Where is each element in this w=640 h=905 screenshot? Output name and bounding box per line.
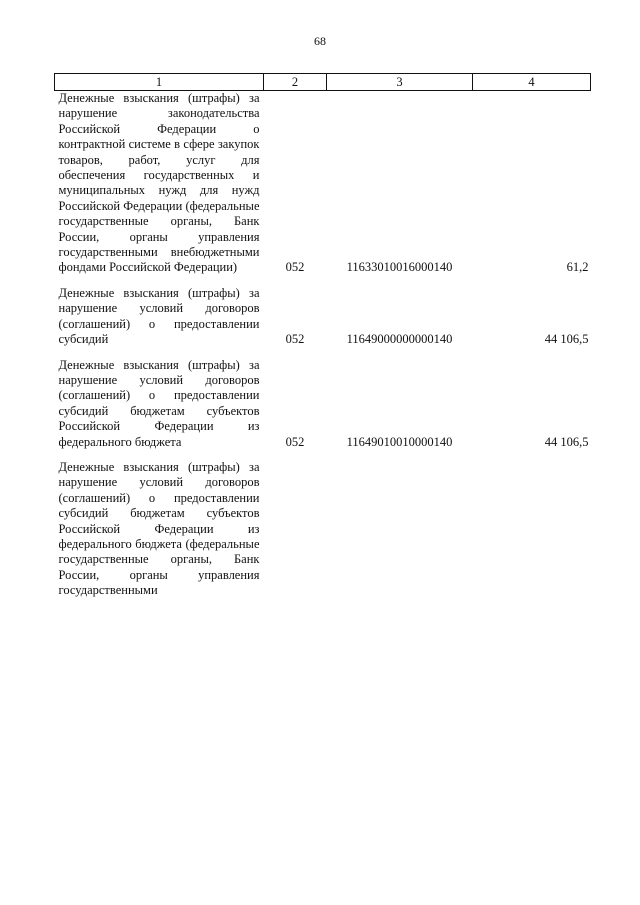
column-header-1: 1: [55, 74, 264, 91]
page-number: 68: [314, 34, 326, 48]
table-row: [55, 358, 591, 450]
row-description-cell: [55, 286, 264, 348]
row-admin-code: 052: [285, 260, 305, 275]
row-admin-code: 052: [285, 332, 305, 347]
row-amount: 44 106,5: [544, 332, 589, 347]
table-header: [55, 74, 591, 91]
table-row: [55, 286, 591, 348]
row-spacer: [55, 450, 591, 460]
row-description: Денежные взыскания (штрафы) за нарушение условий договоров (соглашений) о предоставлении субсидий бюджетам субъектов Российской Федерации из федерального бюджета (федеральные государственные органы, Банк России, органы управления государственными: [58, 459, 260, 598]
column-header-4: 4: [473, 74, 591, 91]
column-header-2: 2: [264, 74, 327, 91]
row-description-cell: [55, 358, 264, 450]
row-kbk-code: 11649010010000140: [346, 434, 453, 449]
table-row: [55, 91, 591, 276]
row-description: Денежные взыскания (штрафы) за нарушение условий договоров (соглашений) о предоставлении субсидий: [58, 285, 260, 347]
row-spacer: [55, 276, 591, 286]
row-description: Денежные взыскания (штрафы) за нарушение законодательства Российской Федерации о контрактной системе в сфере закупок товаров, работ, услуг для обеспечения государственных и муниципальных нужд для нужд Российской Федерации (федеральные государственные органы, Банк России, органы управления государственными внебюджетными фондами Российской Федерации): [58, 91, 260, 275]
row-description: Денежные взыскания (штрафы) за нарушение условий договоров (соглашений) о предоставлении субсидий бюджетам субъектов Российской Федерации из федерального бюджета: [58, 357, 260, 449]
row-amount: 61,2: [566, 260, 589, 275]
table-row: [55, 460, 591, 599]
row-spacer: [55, 348, 591, 358]
row-kbk-code: 11649000000000140: [346, 332, 453, 347]
row-admin-code: [264, 460, 327, 599]
row-kbk-code: 11633010016000140: [346, 260, 453, 275]
row-amount: 44 106,5: [544, 434, 589, 449]
table-body: [55, 91, 591, 599]
row-kbk-code: [327, 460, 473, 599]
row-description-cell: [55, 91, 264, 276]
column-header-3: 3: [327, 74, 473, 91]
row-admin-code: 052: [285, 434, 305, 449]
row-amount: [473, 460, 591, 599]
header-row: [55, 74, 591, 91]
budget-revenue-table: [54, 73, 591, 599]
row-description-cell: [55, 460, 264, 599]
